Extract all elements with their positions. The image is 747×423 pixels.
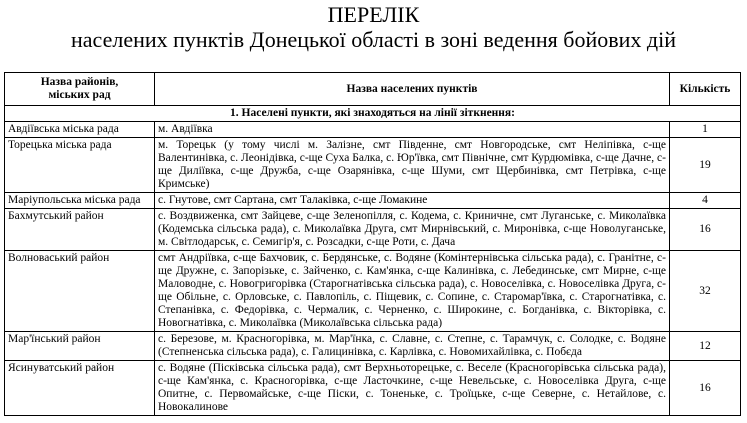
table-row xyxy=(5,193,741,209)
count-cell: 12 xyxy=(670,332,741,361)
section-heading: 1. Населені пункти, які знаходяться на лінії зіткнення: xyxy=(5,106,741,122)
district-cell: Торецька міська рада xyxy=(5,138,155,193)
district-cell: Ясинуватський район xyxy=(5,361,155,416)
header-settlements: Назва населених пунктів xyxy=(155,73,670,106)
count-cell: 1 xyxy=(670,122,741,138)
district-cell: Волноваський район xyxy=(5,251,155,332)
table-row xyxy=(5,361,741,416)
settlements-cell: м. Авдіївка xyxy=(155,122,670,138)
table-row xyxy=(5,332,741,361)
district-cell: Авдіївська міська рада xyxy=(5,122,155,138)
settlements-cell: м. Торецьк (у тому числі м. Залізне, смт Південне, смт Новгородське, смт Неліпівка, с-ще Валентинівка, с. Леонідівка, с-ще Суха Балка, с. Юр'ївка, смт Північне, смт Курдюмівка, с-ще Дачне, с-ще Диліївка, с-ще Дружба, с-ще Озарянівка, с-ще Шуми, смт Щербинівка, смт Петрівка, с-ще Кримське) xyxy=(155,138,670,193)
settlements-cell: с. Воздвиженка, смт Зайцеве, с-ще Зеленопілля, с. Кодема, с. Криничне, смт Луганське, с. Миколаївка (Кодемська сільська рада), с. Миколаївка Друга, смт Мирнівський, с. Миронівка, с-ще Новолуганське, м. Світлодарськ, с. Семигір'я, с. Розсадки, с-ще Роти, с. Дача xyxy=(155,209,670,251)
table-header-row xyxy=(5,73,741,106)
district-cell: Бахмутський район xyxy=(5,209,155,251)
count-cell: 16 xyxy=(670,361,741,416)
header-count: Кількість xyxy=(670,73,741,106)
settlements-cell: смт Андріївка, с-ще Бахчовик, с. Бердянське, с. Водяне (Комінтернівська сільська рада), с. Гранітне, с-ще Дружне, с. Запорізьке, с. Зайченко, с. Кам'янка, с-ще Калинівка, с. Лебединське, смт Мирне, с-ще Маловодне, с. Новогригорівка (Старогнатівська сільська рада), с. Новоселівка, с. Новоселівка Друга, с-ще Обільне, с. Орловське, с. Павлопіль, с. Піщевик, с. Сопине, с. Старомар'ївка, с. Старогнатівка, с. Степанівка, с. Федорівка, с. Чермалик, с. Черненко, с. Широкине, с. Богданівка, с. Вікторівка, с. Новогнатівка, с. Миколаївка (Миколаївська сільська рада) xyxy=(155,251,670,332)
table-row xyxy=(5,138,741,193)
page-title: ПЕРЕЛІК xyxy=(327,2,420,27)
count-cell: 19 xyxy=(670,138,741,193)
count-cell: 4 xyxy=(670,193,741,209)
table-row xyxy=(5,251,741,332)
settlements-table xyxy=(4,72,741,416)
settlements-cell: с. Гнутове, смт Сартана, смт Талаківка, с-ще Ломакине xyxy=(155,193,670,209)
settlements-cell: с. Березове, м. Красногорівка, м. Мар'їнка, с. Славне, с. Степне, с. Тарамчук, с. Солодке, с. Водяне (Степненська сільська рада), с. Галицинівка, с. Карлівка, с. Новомихайлівка, с. Побєда xyxy=(155,332,670,361)
settlements-cell: с. Водяне (Пісківська сільська рада), смт Верхньоторецьке, с. Веселе (Красногорівська сільська рада), с-ще Кам'янка, с. Красногорівка, с-ще Ласточкине, с-ще Невельське, с. Новоселівка Друга, с-ще Опитне, с. Первомайське, с-ще Піски, с. Тоненьке, с. Троїцьке, с-ще Северне, с. Нетайлове, с. Новокалинове xyxy=(155,361,670,416)
header-district: Назва районів, міських рад xyxy=(5,73,155,106)
table-row xyxy=(5,209,741,251)
table-row xyxy=(5,122,741,138)
page-subtitle: населених пунктів Донецької області в зоні ведення бойових дій xyxy=(71,27,676,52)
district-cell: Маріупольська міська рада xyxy=(5,193,155,209)
district-cell: Мар'їнський район xyxy=(5,332,155,361)
count-cell: 16 xyxy=(670,209,741,251)
count-cell: 32 xyxy=(670,251,741,332)
section-row xyxy=(5,106,741,122)
